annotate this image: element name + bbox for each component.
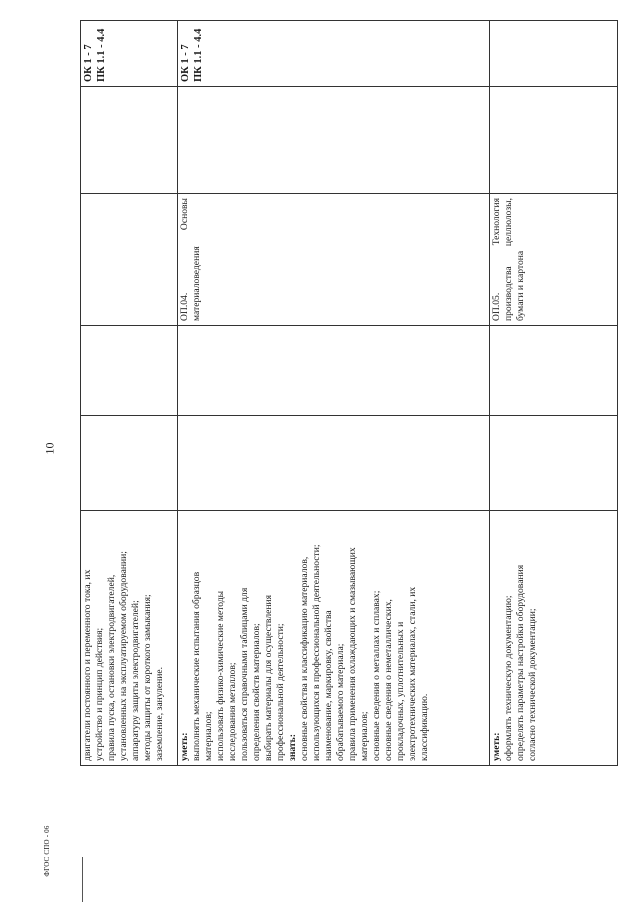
description-line: устройство и принцип действия;: [93, 627, 105, 761]
empty-cell: [490, 326, 618, 416]
description-line: согласно технической документации;: [526, 608, 538, 761]
description-line: профессиональной деятельности;: [274, 623, 286, 761]
empty-cell: [178, 326, 490, 416]
footer-divider: [82, 857, 83, 902]
page-number: 10: [42, 442, 57, 455]
description-cell: [490, 511, 618, 766]
description-line: материалов;: [358, 711, 370, 761]
description-line: основные сведения о неметаллических,: [382, 599, 394, 761]
description-line: установленных на эксплуатируемом оборудовании;: [117, 551, 129, 761]
empty-cell: [81, 416, 178, 511]
curriculum-table: [80, 20, 618, 766]
description-line: прокладочных, уплотнительных и: [394, 621, 406, 761]
competency-code: ПК 1.1 - 4.4: [96, 28, 108, 82]
table-row: [81, 21, 178, 766]
skills-heading: уметь:: [491, 732, 502, 761]
course-cell: ОП.05. Технология производства целлюлозы, бумаги и картона: [490, 194, 618, 326]
description-line: выполнять механические испытания образцов: [190, 571, 202, 761]
competency-cell: [490, 21, 618, 87]
description-line: классификацию.: [418, 693, 430, 761]
competency-code: ОК 1 - 7: [83, 44, 94, 82]
description-line: материалов;: [202, 711, 214, 761]
skills-heading: уметь:: [179, 732, 190, 761]
course-cell: ОП.04. Основы материаловедения: [178, 194, 490, 326]
description-line: методы защиты от короткого замыкания;: [141, 594, 153, 761]
course-cell: [81, 194, 178, 326]
description-line: обрабатываемого материала;: [334, 643, 346, 761]
description-line: наименование, маркировку, свойства: [322, 610, 334, 761]
empty-cell: [178, 87, 490, 194]
description-line: правила применения охлаждающих и смазывающих: [346, 547, 358, 761]
description-line: пользоваться справочными таблицами для: [238, 587, 250, 761]
empty-cell: [81, 87, 178, 194]
description-line: заземление, зануление.: [153, 666, 165, 761]
footer-code: ФГОС СПО - 06: [43, 825, 51, 877]
description-line: электротехнических материалах, стали, их: [406, 586, 418, 761]
description-line: определения свойств материалов;: [250, 623, 262, 761]
description-line: двигатели постоянного и переменного тока, их: [82, 569, 93, 761]
empty-cell: [490, 87, 618, 194]
description-line: исследования металлов;: [226, 662, 238, 761]
table-row: [490, 21, 618, 766]
knowledge-heading: знать:: [286, 734, 298, 761]
description-line: основные свойства и классификацию материалов,: [298, 556, 310, 761]
description-line: выбирать материалы для осуществления: [262, 594, 274, 761]
description-cell: [81, 511, 178, 766]
competency-cell: [178, 21, 490, 87]
description-line: аппаратуру защиты электродвигателей;: [129, 600, 141, 761]
description-line: правила пуска, остановки электродвигателей,: [105, 574, 117, 761]
description-line: определять параметры настройки оборудования: [514, 564, 526, 761]
description-line: оформлять техническую документацию;: [502, 595, 514, 761]
competency-code: ПК 1.1 - 4.4: [193, 28, 205, 82]
description-line: использующихся в профессиональной деятельности;: [310, 544, 322, 761]
empty-cell: [81, 326, 178, 416]
empty-cell: [178, 416, 490, 511]
description-line: использовать физико-химические методы: [214, 590, 226, 761]
description-cell: [178, 511, 490, 766]
description-line: основные сведения о металлах и сплавах;: [370, 590, 382, 761]
table-row: [178, 21, 490, 766]
competency-code: ОК 1 - 7: [180, 44, 191, 82]
competency-cell: [81, 21, 178, 87]
empty-cell: [490, 416, 618, 511]
